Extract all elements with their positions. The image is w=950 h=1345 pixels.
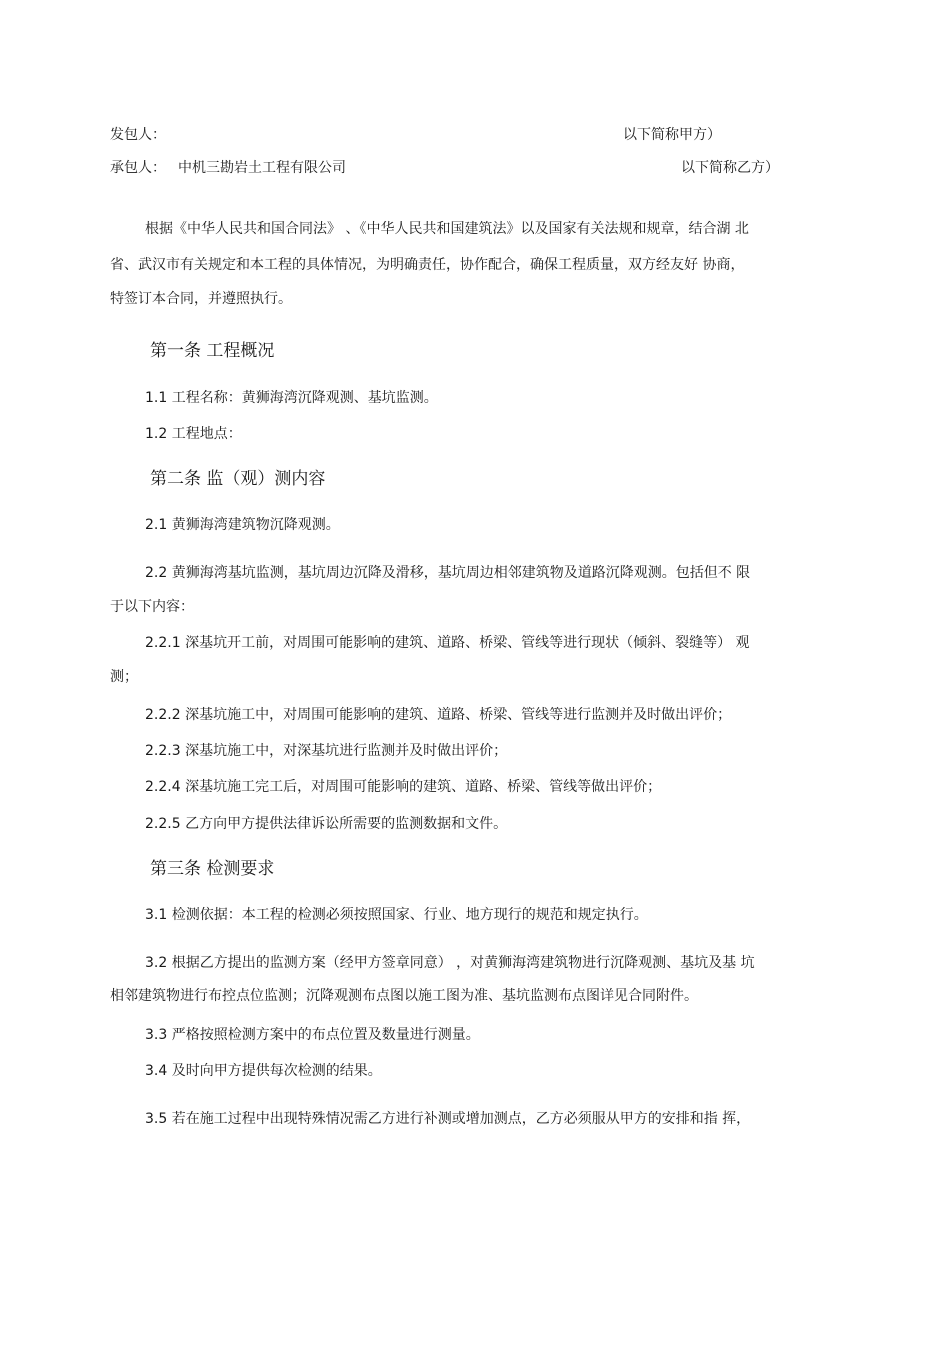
article2-item-2-2-4: 2.2.4 深基坑施工完工后，对周围可能影响的建筑、道路、桥梁、管线等做出评价； (145, 779, 662, 795)
article3-item-3-5: 3.5 若在施工过程中出现特殊情况需乙方进行补测或增加测点，乙方必须服从甲方的安排和指 挥， (145, 1111, 751, 1127)
article2-item-2-2-3: 2.2.3 深基坑施工中，对深基坑进行监测并及时做出评价； (145, 743, 508, 759)
employer-label: 发包人： (110, 127, 166, 143)
preamble-line-2: 省、武汉市有关规定和本工程的具体情况，为明确责任，协作配合，确保工程质量，双方经友好 协商， (110, 257, 745, 273)
preamble-line-3: 特签订本合同，并遵照执行。 (110, 291, 292, 307)
contractor-suffix: 以下简称乙方） (681, 160, 779, 176)
article3-item-3-2-line-1: 3.2 根据乙方提出的监测方案（经甲方签章同意） ，对黄狮海湾建筑物进行沉降观测、基坑及基 坑 (145, 955, 755, 971)
employer-suffix: 以下简称甲方） (623, 127, 721, 143)
contractor-label: 承包人： (110, 160, 166, 176)
article2-item-2-2-1-line-1: 2.2.1 深基坑开工前，对周围可能影响的建筑、道路、桥梁、管线等进行现状（倾斜、裂缝等） 观 (145, 635, 750, 651)
article2-item-2-2-1-line-2: 测； (110, 669, 138, 685)
article2-item-2-2-2: 2.2.2 深基坑施工中，对周围可能影响的建筑、道路、桥梁、管线等进行监测并及时做出评价； (145, 707, 732, 723)
article3-item-3-4: 3.4 及时向甲方提供每次检测的结果。 (145, 1063, 382, 1079)
article3-title: 第三条 检测要求 (150, 859, 275, 879)
article2-item-2-1: 2.1 黄狮海湾建筑物沉降观测。 (145, 517, 340, 533)
article3-item-3-1: 3.1 检测依据：本工程的检测必须按照国家、行业、地方现行的规范和规定执行。 (145, 907, 648, 923)
contractor-name: 中机三勘岩土工程有限公司 (178, 160, 346, 176)
article3-item-3-3: 3.3 严格按照检测方案中的布点位置及数量进行测量。 (145, 1027, 480, 1043)
article1-title: 第一条 工程概况 (150, 341, 275, 361)
article2-item-2-2-line-2: 于以下内容： (110, 599, 194, 615)
article2-item-2-2-5: 2.2.5 乙方向甲方提供法律诉讼所需要的监测数据和文件。 (145, 816, 508, 832)
article2-item-2-2-line-1: 2.2 黄狮海湾基坑监测，基坑周边沉降及滑移，基坑周边相邻建筑物及道路沉降观测。包括但不 限 (145, 565, 751, 581)
article1-item-2: 1.2 工程地点： (145, 426, 242, 442)
article2-title: 第二条 监（观）测内容 (150, 469, 326, 489)
article1-item-1: 1.1 工程名称：黄狮海湾沉降观测、基坑监测。 (145, 390, 438, 406)
preamble-line-1: 根据《中华人民共和国合同法》 、《中华人民共和国建筑法》以及国家有关法规和规章，结合湖 北 (145, 221, 749, 237)
article3-item-3-2-line-2: 相邻建筑物进行布控点位监测；沉降观测布点图以施工图为准、基坑监测布点图详见合同附件。 (110, 988, 698, 1004)
